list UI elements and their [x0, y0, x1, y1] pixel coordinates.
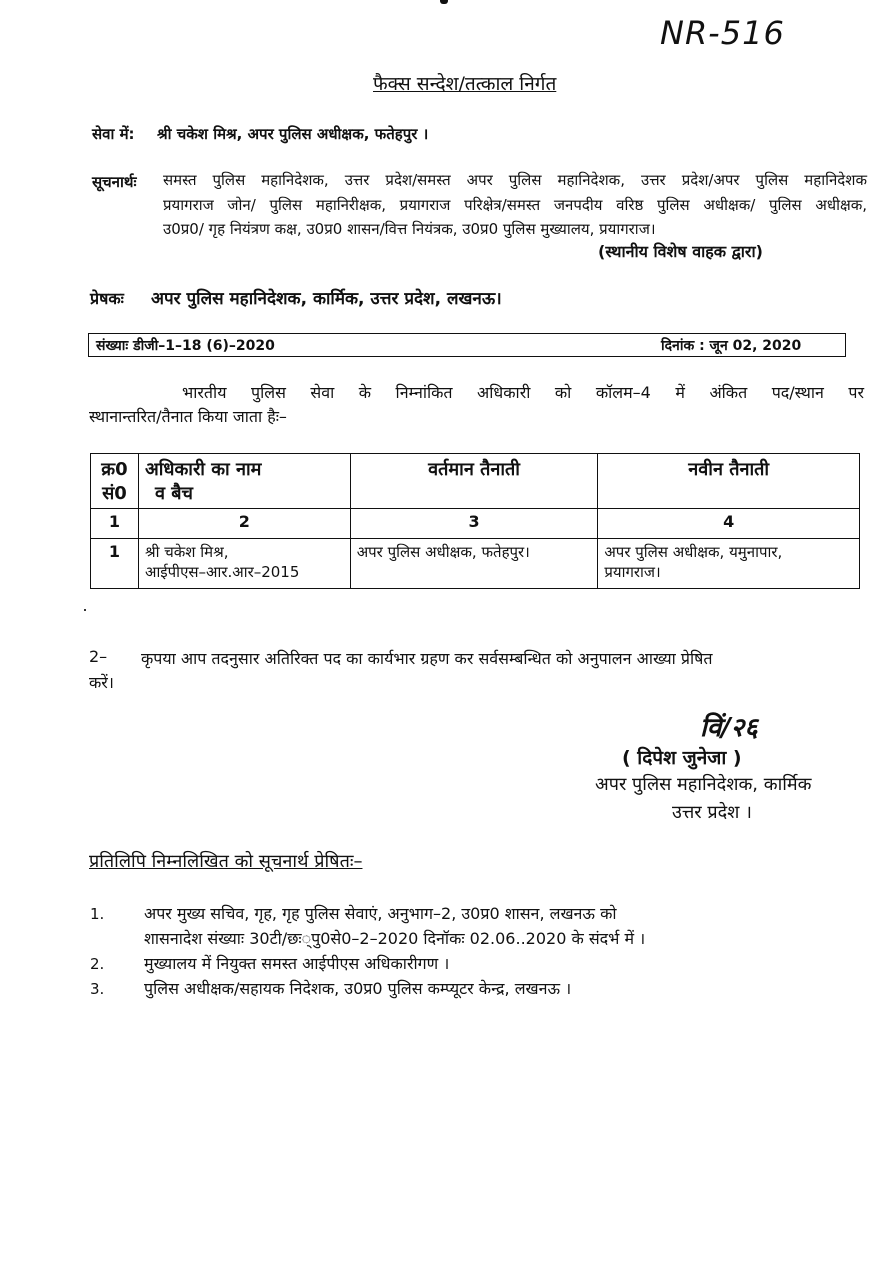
para2-number: 2– — [89, 647, 108, 666]
header-new-posting: नवीन तैनाती — [598, 454, 860, 509]
copy-item-2-num: 2. — [90, 955, 105, 973]
info-line-1: समस्त पुलिस महानिदेशक, उत्तर प्रदेश/समस्त अपर पुलिस महानिदेशक, उत्तर प्रदेश/अपर पुलिस महानिदेशक — [163, 171, 867, 189]
info-line-3: उ0प्र0/ गृह नियंत्रण कक्ष, उ0प्र0 शासन/वित्त नियंत्रक, उ0प्र0 पुलिस मुख्यालय, प्रयागराज। — [163, 220, 656, 238]
header-serial: क्र0 सं0 — [91, 454, 139, 509]
table-header-row — [91, 454, 860, 509]
table-number-row — [91, 509, 860, 539]
reference-number: संख्याः डीजी–1–18 (6)–2020 — [96, 338, 275, 354]
copy-item-2-line-1: मुख्यालय में नियुक्त समस्त आईपीएस अधिकारीगण । — [144, 954, 450, 973]
intro-line-2: स्थानान्तरित/तैनात किया जाता हैः– — [89, 407, 287, 426]
transfer-table — [90, 453, 860, 589]
signatory-designation: अपर पुलिस महानिदेशक, कार्मिक — [595, 774, 812, 795]
copy-item-1-line-1: अपर मुख्य सचिव, गृह, गृह पुलिस सेवाएं, अनुभाग–2, उ0प्र0 शासन, लखनऊ को — [144, 904, 617, 923]
sender-text: अपर पुलिस महानिदेशक, कार्मिक, उत्तर प्रदेश, लखनऊ। — [151, 289, 502, 309]
info-label: सूचनार्थः — [92, 173, 137, 191]
intro-line-1: भारतीय पुलिस सेवा के निम्नांकित अधिकारी को कॉलम–4 में अंकित पद/स्थान पर — [182, 383, 864, 402]
row-current-posting: अपर पुलिस अधीक्षक, फतेहपुर। — [350, 539, 598, 589]
reference-box — [88, 333, 846, 357]
page-title: फैक्स सन्देश/तत्काल निर्गत — [373, 73, 557, 95]
copy-item-1-num: 1. — [90, 905, 105, 923]
addressee-text: श्री चकेश मिश्र, अपर पुलिस अधीक्षक, फतेहपुर । — [157, 125, 429, 143]
row-new-posting: अपर पुलिस अधीक्षक, यमुनापार, प्रयागराज। — [598, 539, 860, 589]
signatory-name: ( दिपेश जुनेजा ) — [622, 747, 742, 769]
signatory-state: उत्तर प्रदेश । — [672, 802, 752, 823]
copy-item-3-num: 3. — [90, 980, 105, 998]
col-num-4: 4 — [598, 509, 860, 539]
para2-line-1: कृपया आप तदनुसार अतिरिक्त पद का कार्यभार ग्रहण कर सर्वसम्बन्धित को अनुपालन आख्या प्रेषित — [141, 649, 713, 668]
top-mark — [440, 0, 448, 4]
row-officer: श्री चकेश मिश्र, आईपीएस–आर.आर–2015 — [138, 539, 350, 589]
sender-label: प्रेषकः — [90, 289, 124, 308]
file-marker: NR-516 — [660, 14, 785, 52]
addressee-label: सेवा में: — [92, 125, 135, 143]
copy-item-3-line-1: पुलिस अधीक्षक/सहायक निदेशक, उ0प्र0 पुलिस कम्प्यूटर केन्द्र, लखनऊ । — [144, 979, 572, 998]
reference-date: दिनांक : जून 02, 2020 — [661, 338, 802, 354]
copy-item-1-line-2: शासनादेश संख्याः 30टी/छः्पु0से0–2–2020 दिनॉकः 02.06..2020 के संदर्भ में । — [144, 929, 646, 948]
col-num-1: 1 — [91, 509, 139, 539]
para2-line-2: करें। — [89, 673, 114, 692]
stray-dot — [84, 609, 86, 611]
col-num-2: 2 — [138, 509, 350, 539]
table-row — [91, 539, 860, 589]
copy-heading: प्रतिलिपि निम्नलिखित को सूचनार्थ प्रेषितः– — [89, 851, 363, 872]
delivery-note: (स्थानीय विशेष वाहक द्वारा) — [598, 242, 763, 261]
header-current-posting: वर्तमान तैनाती — [350, 454, 598, 509]
row-serial: 1 — [91, 539, 139, 589]
col-num-3: 3 — [350, 509, 598, 539]
header-officer: अधिकारी का नाम व बैच — [138, 454, 350, 509]
info-line-2: प्रयागराज जोन/ पुलिस महानिरीक्षक, प्रयागराज परिक्षेत्र/समस्त जनपदीय वरिष्ठ पुलिस अधीक्षक/ पुलिस अधीक्षक, — [163, 196, 867, 214]
signature-mark: विं/२६ — [700, 713, 758, 743]
